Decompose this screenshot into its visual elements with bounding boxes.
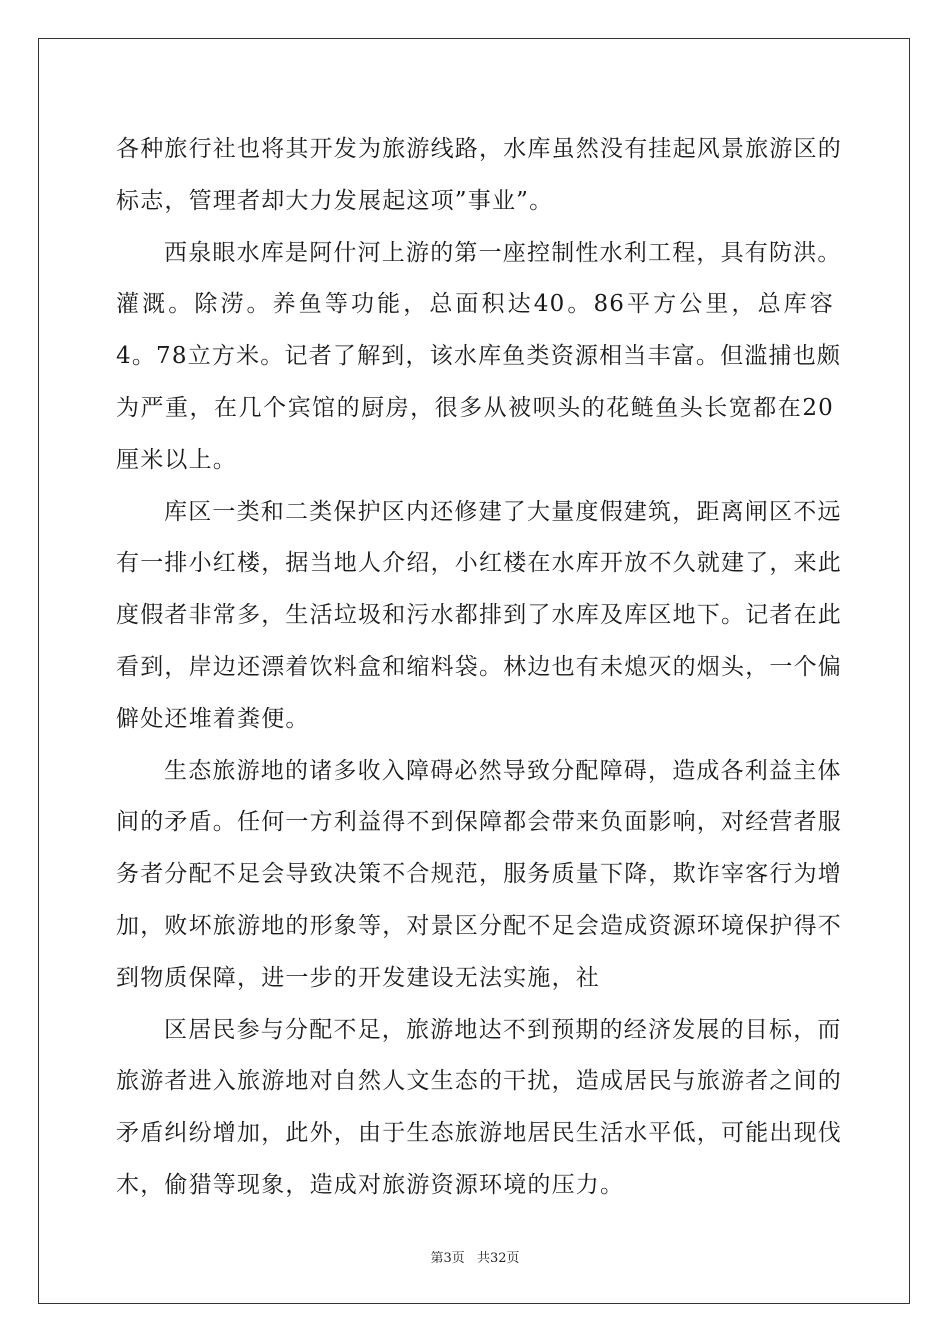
text-line: 库区一类和二类保护区内还修建了大量度假建筑，距离闸区不远	[164, 498, 842, 525]
page-total: 共32页	[476, 1251, 520, 1266]
text-line: 生态旅游地的诸多收入障碍必然导致分配障碍，造成各利益主体	[164, 757, 842, 784]
text-line: 为严重，在几个宾馆的厨房，很多从被呗头的花鲢鱼头长宽都在20	[116, 394, 834, 421]
text-line: 木，偷猎等现象，造成对旅游资源环境的压力。	[116, 1171, 625, 1198]
text-line: 灌溉。除涝。养鱼等功能，总面积达40。86平方公里，总库容	[116, 291, 834, 318]
text-line: 加，败坏旅游地的形象等，对景区分配不足会造成资源环境保护得不	[116, 912, 842, 939]
text-line: 务者分配不足会导致决策不合规范，服务质量下降，欺诈宰客行为增	[116, 861, 842, 888]
text-line: 区居民参与分配不足，旅游地达不到预期的经济发展的目标，而	[164, 1016, 842, 1043]
paragraph	[116, 124, 842, 228]
paragraph	[116, 228, 842, 487]
text-line: 有一排小红楼，据当地人介绍，小红楼在水库开放不久就建了，来此	[116, 550, 842, 577]
page-footer	[0, 1247, 950, 1266]
text-line: 4。78立方米。记者了解到，该水库鱼类资源相当丰富。但滥捕也颇	[116, 343, 842, 370]
page-number: 第3页	[430, 1251, 465, 1266]
text-line: 西泉眼水库是阿什河上游的第一座控制性水利工程，具有防洪。	[164, 239, 842, 266]
text-line: 矛盾纠纷增加，此外，由于生态旅游地居民生活水平低，可能出现伐	[116, 1120, 842, 1147]
paragraph	[116, 487, 842, 746]
text-line: 标志，管理者却大力发展起这项”事业”。	[116, 187, 554, 214]
text-line: 到物质保障，进一步的开发建设无法实施，社	[116, 964, 600, 991]
document-body	[116, 124, 842, 1212]
text-line: 旅游者进入旅游地对自然人文生态的干扰，造成居民与旅游者之间的	[116, 1068, 842, 1095]
text-line: 度假者非常多，生活垃圾和污水都排到了水库及库区地下。记者在此	[116, 602, 842, 629]
paragraph	[116, 746, 842, 1005]
text-line: 间的矛盾。任何一方利益得不到保障都会带来负面影响，对经营者服	[116, 809, 842, 836]
text-line: 各种旅行社也将其开发为旅游线路，水库虽然没有挂起风景旅游区的	[116, 136, 842, 162]
text-line: 厘米以上。	[116, 446, 237, 473]
paragraph	[116, 1005, 842, 1212]
text-line: 僻处还堆着粪便。	[116, 705, 310, 732]
text-line: 看到，岸边还漂着饮料盒和缩料袋。林边也有未熄灭的烟头，一个偏	[116, 653, 842, 680]
